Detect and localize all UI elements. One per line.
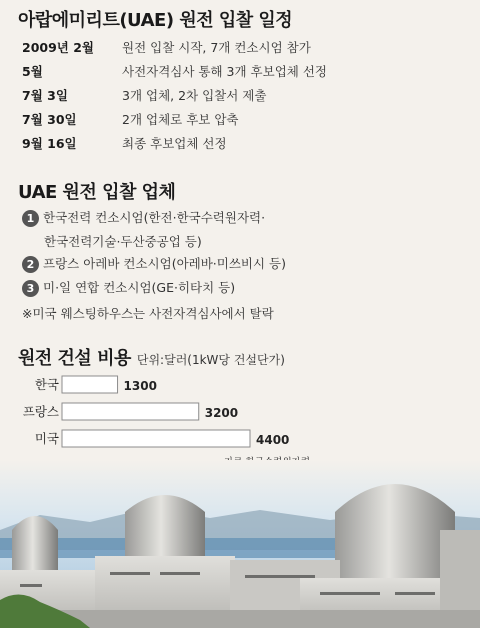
- schedule-date: 7월 3일: [22, 88, 68, 103]
- bidder-text: 미·일 연합 컨소시엄(GE·히타치 등): [43, 280, 236, 295]
- schedule-desc: 사전자격심사 통해 3개 후보업체 선정: [122, 64, 327, 79]
- bidder-item: [22, 254, 286, 273]
- cost-title: 원전 건설 비용: [18, 348, 131, 369]
- cost-bar-chart: [0, 368, 480, 454]
- value-label: 3200: [204, 406, 239, 420]
- category-label: 한국: [34, 377, 59, 392]
- nuclear-plant-photo: [0, 460, 480, 628]
- schedule-row: [22, 38, 311, 56]
- schedule-desc: 3개 업체, 2차 입찰서 제출: [122, 88, 267, 103]
- bidders-note: ※미국 웨스팅하우스는 사전자격심사에서 탈락: [22, 306, 274, 321]
- cost-header: [18, 344, 285, 370]
- schedule-date: 7월 30일: [22, 112, 77, 127]
- schedule-row: [22, 86, 266, 104]
- bidder-text-cont: 한국전력기술·두산중공업 등): [44, 234, 202, 249]
- schedule-desc: 원전 입찰 시작, 7개 컨소시엄 참가: [122, 40, 311, 55]
- bar: [62, 403, 199, 420]
- number-badge: 2: [22, 256, 39, 273]
- value-label: 1300: [123, 379, 157, 393]
- schedule-row: [22, 110, 238, 128]
- bidder-text: 한국전력 컨소시엄(한전·한국수력원자력·: [43, 210, 266, 225]
- number-badge: 1: [22, 210, 39, 227]
- bidder-item: [22, 208, 265, 227]
- number-badge: 3: [22, 280, 39, 297]
- schedule-date: 2009년 2월: [22, 40, 94, 55]
- schedule-desc: 2개 업체로 후보 압축: [122, 112, 239, 127]
- bar: [62, 430, 250, 447]
- schedule-date: 9월 16일: [22, 136, 77, 151]
- bidder-item: [22, 278, 235, 297]
- schedule-date: 5월: [22, 64, 43, 79]
- schedule-row: [22, 134, 227, 152]
- category-label: 미국: [34, 431, 59, 446]
- schedule-title: 아랍에미리트(UAE) 원전 입찰 일정: [18, 10, 293, 31]
- schedule-desc: 최종 후보업체 선정: [122, 136, 227, 151]
- value-label: 4400: [256, 433, 290, 447]
- bidder-text: 프랑스 아레바 컨소시엄(아레바·미쓰비시 등): [43, 256, 286, 271]
- cost-unit: 단위:달러(1kW당 건설단가): [136, 353, 285, 367]
- category-label: 프랑스: [22, 404, 59, 419]
- schedule-row: [22, 62, 327, 80]
- bar: [62, 376, 118, 393]
- bidders-title: UAE 원전 입찰 업체: [18, 182, 176, 203]
